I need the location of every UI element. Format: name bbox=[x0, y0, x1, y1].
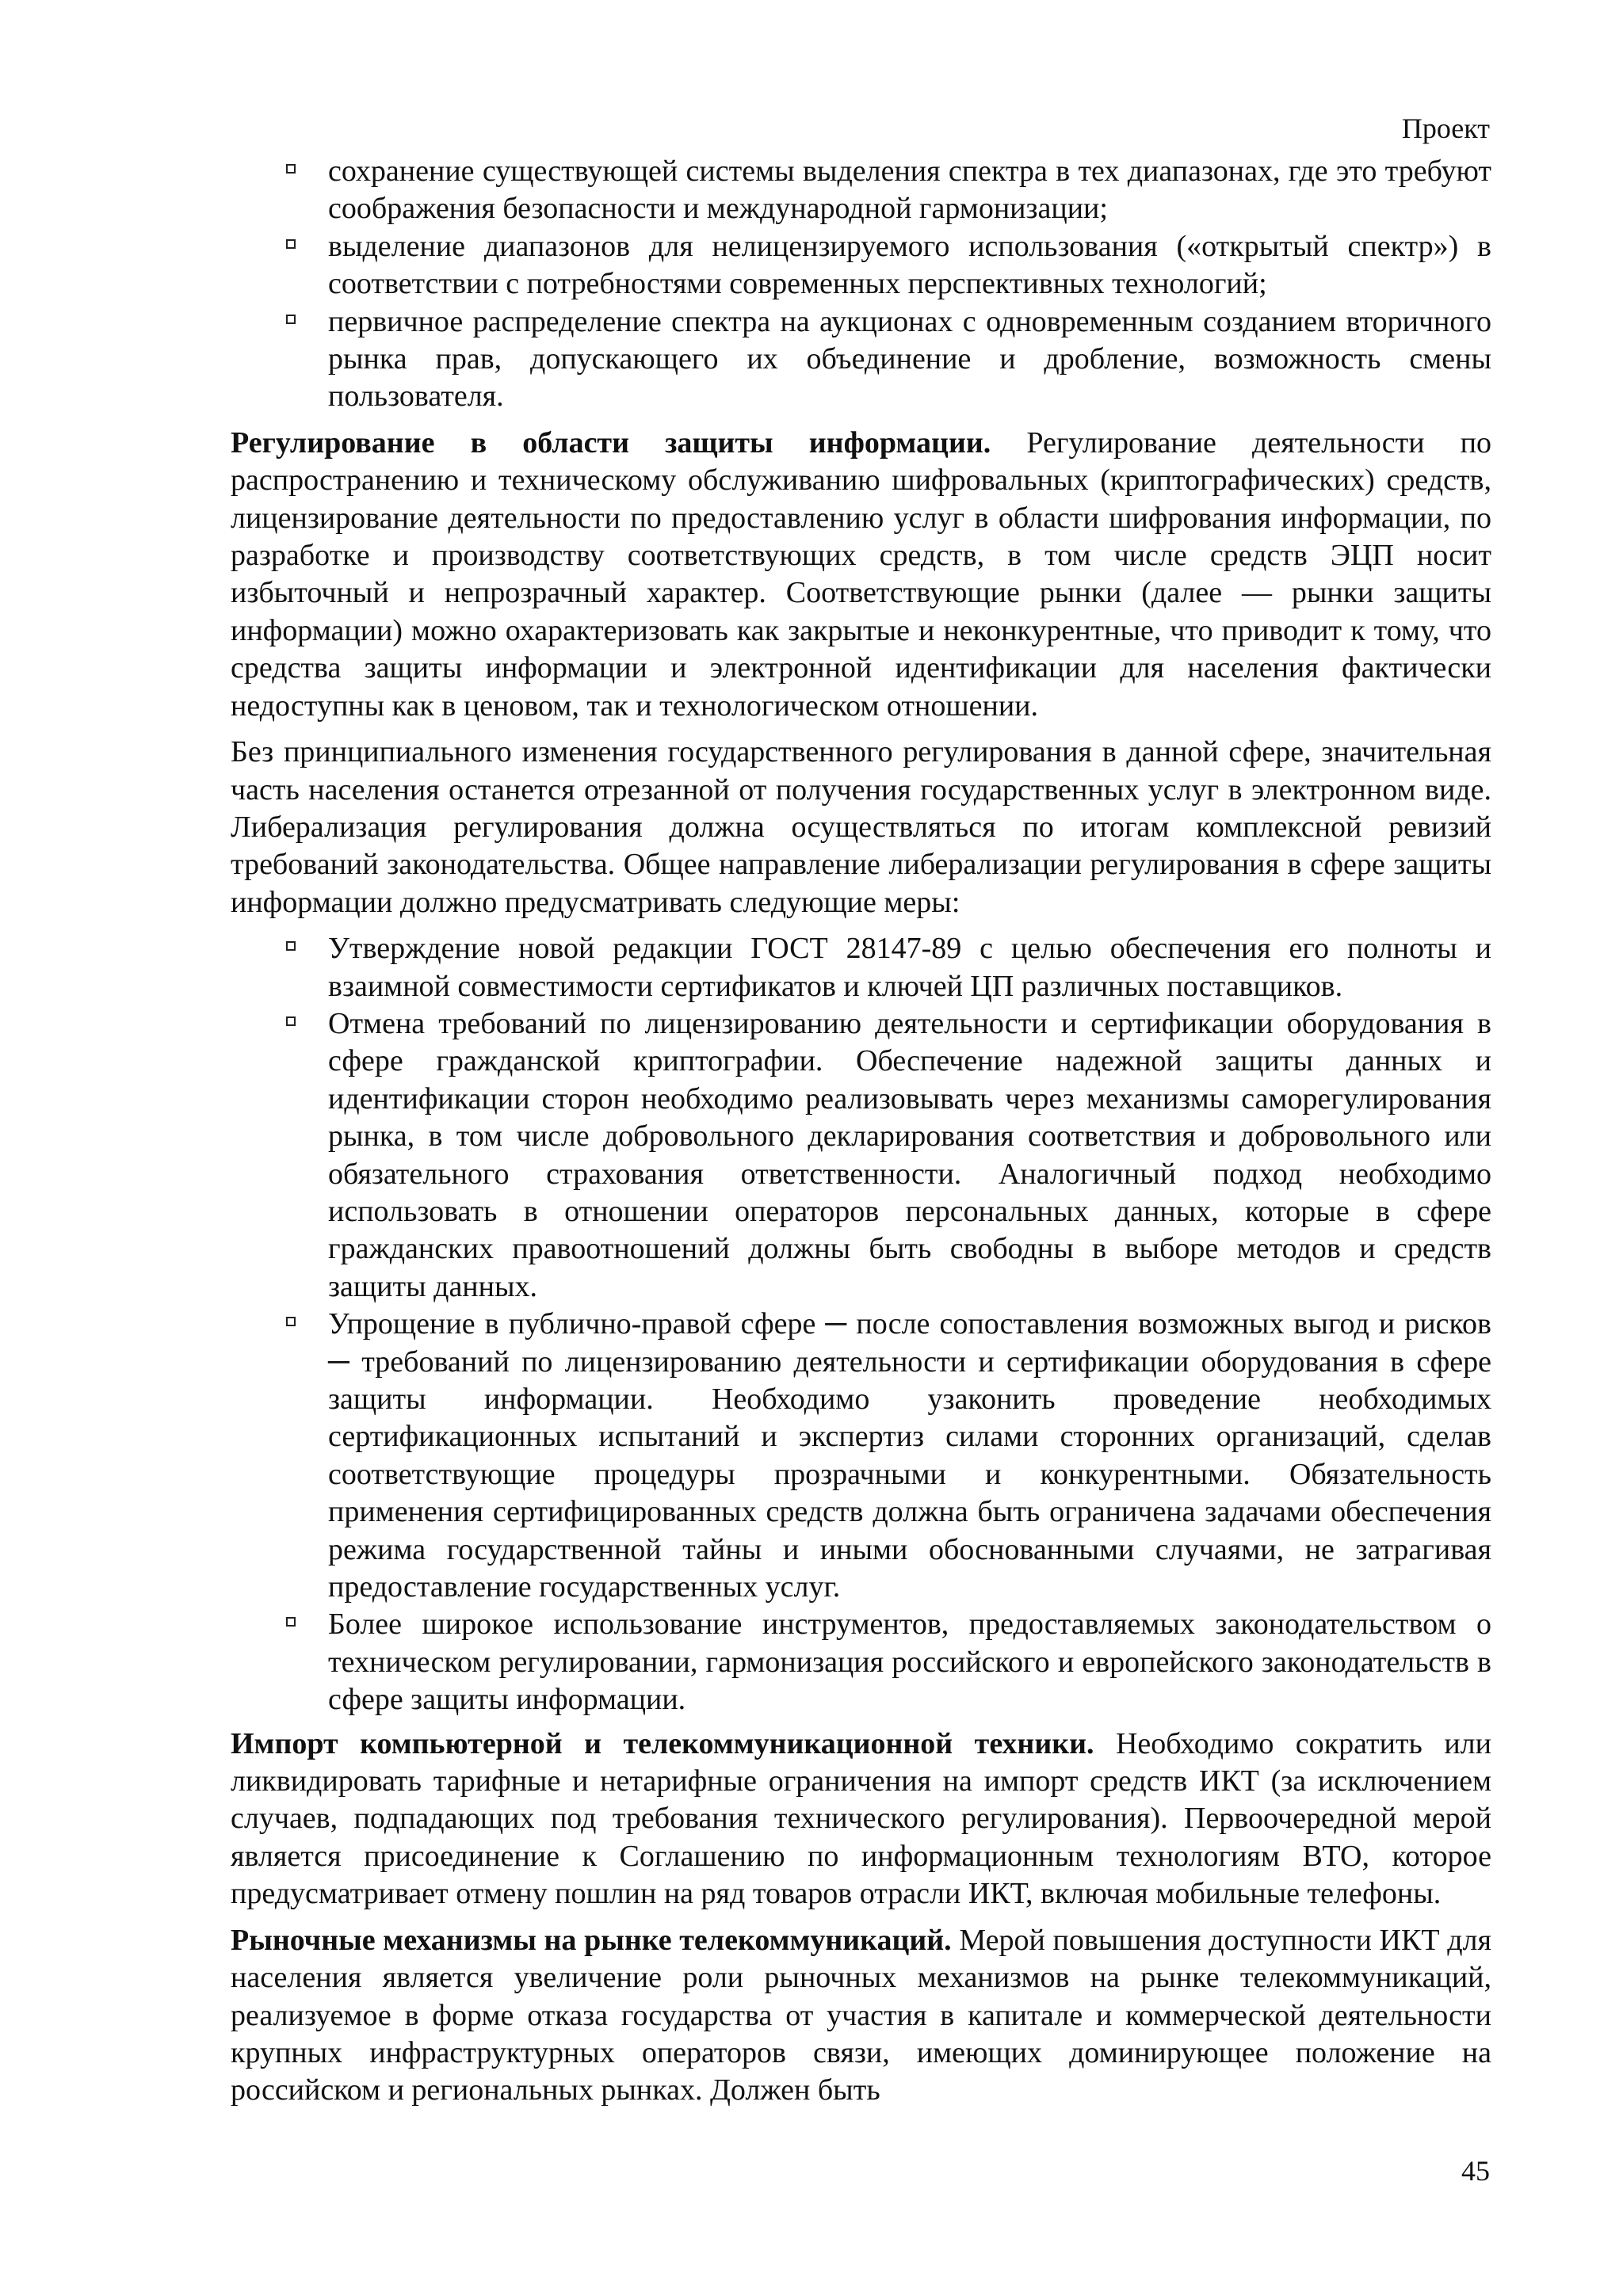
security-paragraph bbox=[231, 425, 1491, 725]
import-text: Необходимо сократить или ликвидировать тарифные и нетарифные ограничения на импорт средств ИКТ (за исключением случаев, подпадающих под требования технического регулирования). Первоочередной мерой является присоединение к Соглашению по информационным технологиям ВТО, которое предусматривает отмену пошлин на ряд товаров отрасли ИКТ, включая мобильные телефоны. bbox=[231, 1726, 1491, 1911]
market-heading: Рыночные механизмы на рынке телекоммуникаций. bbox=[231, 1923, 952, 1957]
list-item bbox=[231, 1606, 1491, 1718]
square-bullet-icon bbox=[286, 239, 296, 249]
list-item bbox=[231, 930, 1491, 1005]
import-heading: Импорт компьютерной и телекоммуникационной техники. bbox=[231, 1726, 1094, 1760]
list-item-text: Более широкое использование инструментов, предоставляемых законодательством о техническом регулировании, гармонизация российского и европейского законодательств в сфере защиты информации. bbox=[328, 1608, 1491, 1717]
square-bullet-icon bbox=[286, 315, 296, 324]
list-item bbox=[231, 1005, 1491, 1306]
square-bullet-icon bbox=[286, 1317, 296, 1326]
square-bullet-icon bbox=[286, 164, 296, 174]
square-bullet-icon bbox=[286, 1016, 296, 1026]
list-item-text: сохранение существующей системы выделения спектра в тех диапазонах, где это требуют соображения безопасности и международной гармонизации; bbox=[328, 154, 1491, 226]
list-item-text: Упрощение в публично-правой сфере ─ после сопоставления возможных выгод и рисков ─ требований по лицензированию деятельности и сертификации оборудования в сфере защиты информации. Необходимо узаконить проведение необходимых сертификационных испытаний и экспертиз силами сторонних организаций, сделав соответствующие процедуры прозрачными и конкурентными. Обязательность применения сертифицированных средств должна быть ограничена задачами обеспечения режима государственной тайны и иными обоснованными случаями, не затрагивая предоставление государственных услуг. bbox=[328, 1307, 1491, 1604]
list-item-text: первичное распределение спектра на аукционах с одновременным созданием вторичного рынка прав, допускающего их объединение и дробление, возможность смены пользователя. bbox=[328, 304, 1491, 414]
list-item bbox=[231, 303, 1491, 416]
security-heading: Регулирование в области защиты информации. bbox=[231, 425, 991, 460]
square-bullet-icon bbox=[286, 941, 296, 951]
security-measures-list bbox=[231, 930, 1491, 1719]
list-item bbox=[231, 1306, 1491, 1606]
import-paragraph bbox=[231, 1726, 1491, 1913]
list-item-text: Отмена требований по лицензированию деятельности и сертификации оборудования в сфере гражданской криптографии. Обеспечение надежной защиты данных и идентификации сторон необходимо реализовывать через механизмы саморегулирования рынка, в том числе добровольного декларирования соответствия и добровольного или обязательного страхования ответственности. Аналогичный подход необходимо использовать в отношении операторов персональных данных, которые в сфере гражданских правоотношений должны быть свободны в выборе методов и средств защиты данных. bbox=[328, 1006, 1491, 1303]
list-item bbox=[231, 153, 1491, 228]
document-body bbox=[231, 153, 1491, 2119]
intro-bullet-list bbox=[231, 153, 1491, 416]
list-item-text: Утверждение новой редакции ГОСТ 28147-89 с целью обеспечения его полноты и взаимной совместимости сертификатов и ключей ЦП различных поставщиков. bbox=[328, 932, 1491, 1003]
security-paragraph-2: Без принципиального изменения государственного регулирования в данной сфере, значительная часть населения останется отрезанной от получения государственных услуг в электронном виде. Либерализация регулирования должна осуществляться по итогам комплексной ревизий требований законодательства. Общее направление либерализации регулирования в сфере защиты информации должно предусматривать следующие меры: bbox=[231, 735, 1491, 919]
security-text: Регулирование деятельности по распространению и техническому обслуживанию шифровальных (криптографических) средств, лицензирование деятельности по предоставлению услуг в области шифрования информации, по разработке и производству соответствующих средств, в том числе средств ЭЦП носит избыточный и непрозрачный характер. Соответствующие рынки (далее — рынки защиты информации) можно охарактеризовать как закрытые и неконкурентные, что приводит к тому, что средства защиты информации и электронной идентификации для населения фактически недоступны как в ценовом, так и технологическом отношении. bbox=[231, 425, 1491, 723]
market-paragraph bbox=[231, 1922, 1491, 2110]
square-bullet-icon bbox=[286, 1617, 296, 1627]
market-text: Мерой повышения доступности ИКТ для населения является увеличение роли рыночных механизмов на рынке телекоммуникаций, реализуемое в форме отказа государства от участия в капитале и коммерческой деятельности крупных инфраструктурных операторов связи, имеющих доминирующее положение на российском и региональных рынках. Должен быть bbox=[231, 1923, 1491, 2107]
header-label: Проект bbox=[1401, 113, 1490, 144]
page-number: 45 bbox=[1461, 2155, 1490, 2187]
list-item-text: выделение диапазонов для нелицензируемого использования («открытый спектр») в соответствии с потребностями современных перспективных технологий; bbox=[328, 229, 1491, 301]
list-item bbox=[231, 228, 1491, 303]
